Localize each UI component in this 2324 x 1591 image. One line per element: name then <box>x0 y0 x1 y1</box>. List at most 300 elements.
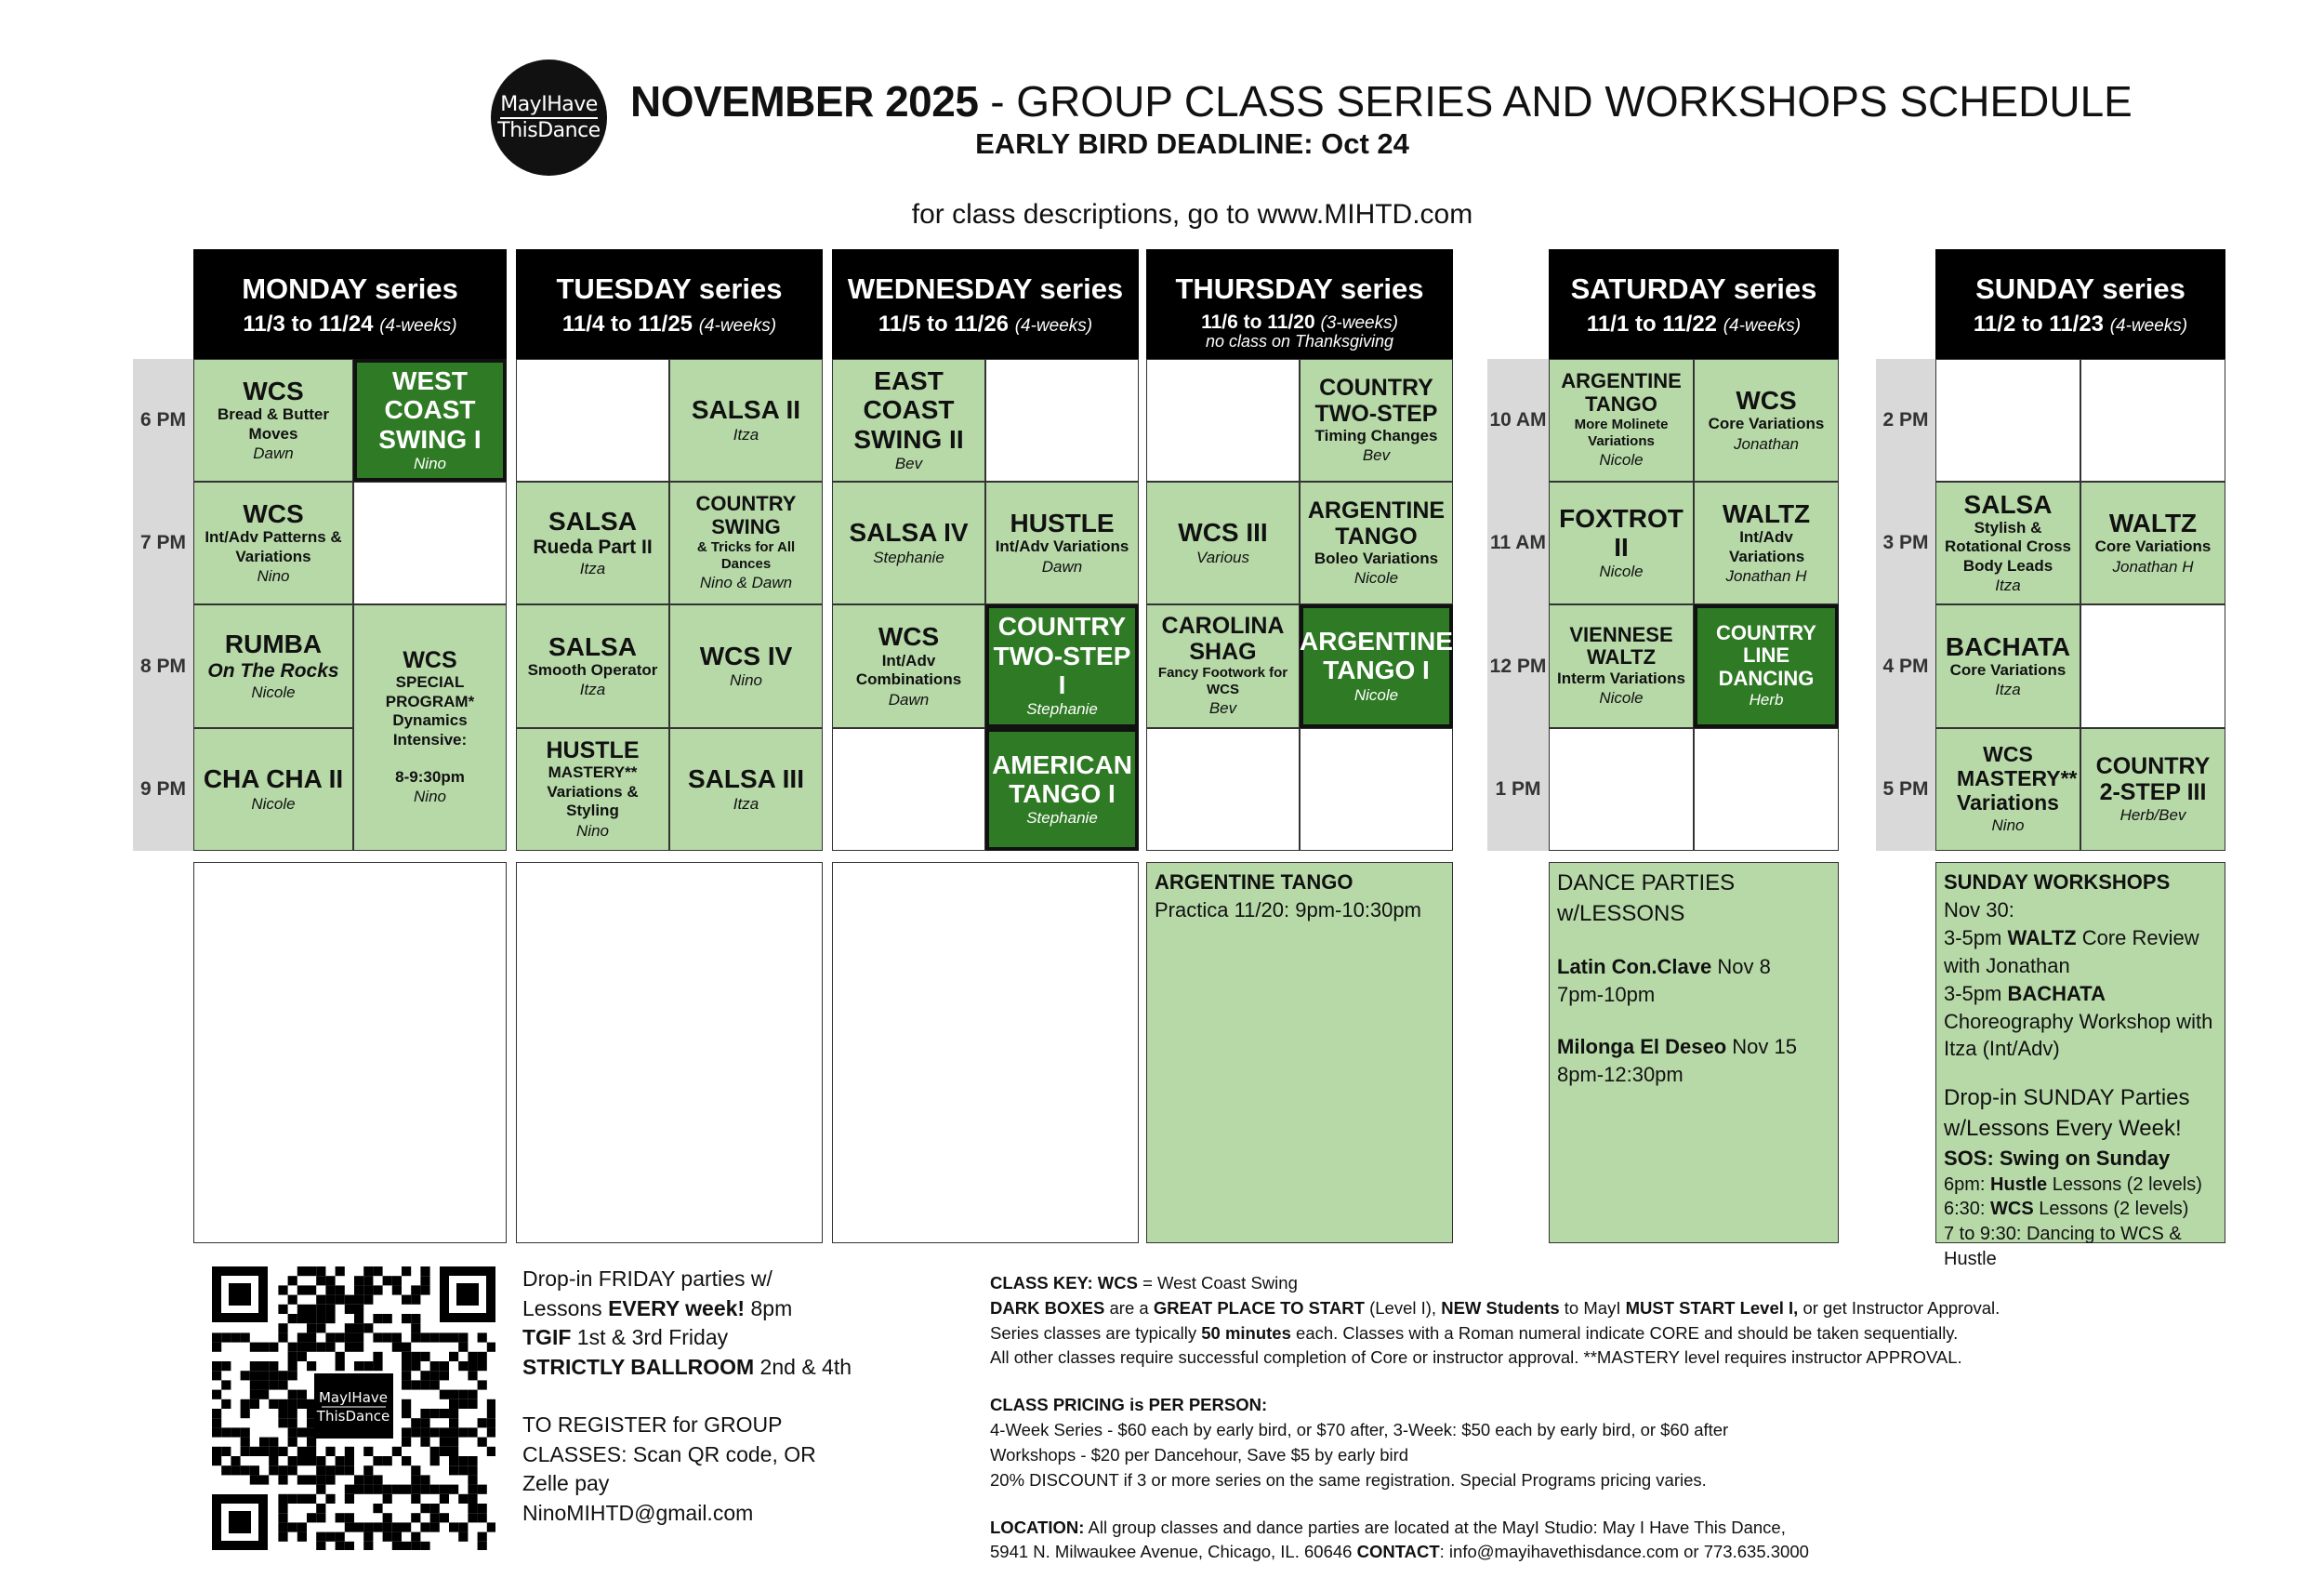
qr-module <box>420 1380 429 1389</box>
qr-module <box>241 1332 250 1342</box>
qr-module <box>297 1285 307 1294</box>
class-subtitle: SPECIAL PROGRAM* Dynamics Intensive: <box>385 673 475 749</box>
qr-module <box>221 1427 231 1437</box>
class-cell <box>832 359 985 482</box>
qr-module <box>278 1323 287 1332</box>
qr-module <box>316 1456 325 1465</box>
class-cell <box>832 604 985 728</box>
qr-module <box>297 1494 307 1504</box>
qr-module <box>440 1494 449 1504</box>
saturday-weeks: (4-weeks) <box>1723 316 1802 336</box>
class-instructor: Nicole <box>251 683 296 701</box>
qr-module <box>363 1465 373 1475</box>
time-label: 9 PM <box>133 728 193 851</box>
qr-module <box>231 1456 240 1465</box>
key-text: MUST START Level I, <box>1625 1297 1799 1318</box>
qr-module <box>363 1542 373 1550</box>
qr-module <box>269 1399 278 1409</box>
qr-module <box>373 1266 382 1276</box>
qr-module <box>345 1513 354 1522</box>
qr-module <box>307 1266 316 1276</box>
class-title: SALSA <box>548 631 637 661</box>
qr-module <box>449 1390 458 1399</box>
tuesday-notes-box <box>516 862 823 1243</box>
class-cell <box>1300 359 1453 482</box>
qr-module <box>420 1332 429 1342</box>
qr-module <box>373 1522 382 1531</box>
qr-module <box>278 1494 287 1504</box>
key-text: to MayI <box>1559 1297 1626 1318</box>
pricing-title: CLASS PRICING is PER PERSON: <box>990 1395 1268 1415</box>
class-instructor: Dawn <box>253 444 294 463</box>
qr-module <box>373 1504 382 1513</box>
strictly-ballroom-schedule: 2nd & 4th <box>754 1355 852 1380</box>
class-cell <box>1300 482 1453 604</box>
qr-module <box>430 1504 440 1513</box>
class-title: CAROLINA SHAG <box>1161 613 1285 666</box>
qr-module <box>278 1380 287 1389</box>
class-cell <box>193 359 353 482</box>
register-email[interactable]: NinoMIHTD@gmail.com <box>522 1501 754 1526</box>
qr-module <box>449 1399 458 1409</box>
friday-line-1: Drop-in FRIDAY parties w/ <box>522 1266 772 1291</box>
party-2-name: Milonga El Deseo <box>1557 1035 1727 1059</box>
qr-module <box>430 1456 440 1465</box>
key-text: NEW Students <box>1441 1297 1560 1318</box>
qr-module <box>307 1494 316 1504</box>
class-subtitle: Fancy Footwork for WCS <box>1157 665 1288 698</box>
registration-qr-code[interactable] <box>212 1266 495 1550</box>
qr-module <box>307 1475 316 1484</box>
class-title: AMERICAN TANGO I <box>992 749 1132 808</box>
qr-module <box>336 1295 345 1305</box>
qr-module <box>420 1352 429 1361</box>
contact-text[interactable]: : info@mayihavethisdance.com or 773.635.3000 <box>1439 1542 1809 1562</box>
class-subtitle: Core Variations <box>1949 660 2067 679</box>
time-label: 1 PM <box>1487 728 1549 851</box>
workshop-2-desc: Choreography Workshop with Itza (Int/Adv) <box>1944 1009 2213 1061</box>
qr-module <box>420 1266 429 1276</box>
qr-module <box>402 1456 411 1465</box>
qr-module <box>458 1361 468 1371</box>
friday-line-2c: 8pm <box>745 1295 793 1320</box>
qr-module <box>278 1332 287 1342</box>
empty-cell <box>832 728 985 851</box>
qr-module <box>297 1522 307 1531</box>
key-text: 50 minutes <box>1201 1322 1291 1343</box>
qr-module <box>307 1343 316 1352</box>
qr-logo-line-2: ThisDance <box>316 1408 390 1425</box>
qr-module <box>478 1542 487 1550</box>
party-2-time: 8pm-12:30pm <box>1557 1062 1684 1086</box>
qr-module <box>420 1427 429 1437</box>
class-title: WCS IV <box>699 641 793 670</box>
qr-module <box>250 1361 259 1371</box>
class-subtitle: Int/Adv Patterns & Variations <box>205 528 342 565</box>
qr-module <box>430 1447 440 1456</box>
class-title: COUNTRY 2-STEP III <box>2095 752 2211 805</box>
qr-module <box>449 1409 458 1418</box>
class-cell <box>1549 604 1694 728</box>
qr-module <box>373 1475 382 1484</box>
qr-module <box>373 1456 382 1465</box>
qr-module <box>411 1361 420 1371</box>
qr-module <box>297 1305 307 1314</box>
class-title: ARGENTINE TANGO <box>1561 369 1682 416</box>
qr-module <box>288 1438 297 1447</box>
workshop-1-desc: Core Review with Jonathan <box>1944 925 2199 977</box>
class-cell <box>1146 604 1300 728</box>
qr-module <box>458 1494 468 1504</box>
qr-module <box>212 1332 221 1342</box>
class-instructor: Itza <box>1995 681 2021 699</box>
qr-module <box>297 1475 307 1484</box>
qr-module <box>363 1323 373 1332</box>
qr-module <box>316 1532 325 1542</box>
qr-module <box>259 1361 269 1371</box>
qr-module <box>336 1465 345 1475</box>
qr-module <box>278 1522 287 1531</box>
saturday-parties-box <box>1549 862 1839 1243</box>
qr-module <box>297 1314 307 1323</box>
qr-module <box>392 1542 402 1550</box>
class-instructor: Dawn <box>1041 557 1083 576</box>
class-cell <box>193 728 353 851</box>
qr-module <box>478 1438 487 1447</box>
qr-module <box>363 1295 373 1305</box>
tuesday-range: 11/4 to 11/25 <box>561 312 693 337</box>
qr-module <box>278 1504 287 1513</box>
party-1-time: 7pm-10pm <box>1557 983 1656 1007</box>
qr-module <box>373 1314 382 1323</box>
title-month: NOVEMBER 2025 <box>630 77 979 126</box>
class-subtitle: Core Variations <box>2094 537 2212 556</box>
qr-module <box>316 1513 325 1522</box>
qr-module <box>307 1456 316 1465</box>
qr-module <box>430 1513 440 1522</box>
qr-module <box>420 1522 429 1531</box>
contact-label: CONTACT <box>1356 1542 1440 1562</box>
qr-module <box>468 1456 477 1465</box>
empty-cell <box>1935 359 2080 482</box>
class-cell-start-here <box>353 359 507 482</box>
qr-module <box>392 1343 402 1352</box>
class-instructor: Jonathan <box>1734 434 1799 453</box>
key-text: All other classes require successful completion of Core or instructor approval. **MASTERY level requires instructor APPROVAL. <box>990 1347 1962 1368</box>
qr-module <box>316 1276 325 1285</box>
workshop-2-name: BACHATA <box>2007 981 2106 1005</box>
qr-module <box>411 1532 420 1542</box>
sunday-header <box>1935 249 2225 359</box>
qr-logo-line-1: MayIHave <box>318 1389 389 1406</box>
qr-module <box>383 1314 392 1323</box>
qr-module <box>297 1390 307 1399</box>
class-cell <box>669 359 823 482</box>
qr-module <box>420 1485 429 1494</box>
qr-module <box>420 1276 429 1285</box>
lesson-1-time: 6pm: <box>1944 1173 1991 1195</box>
qr-module <box>411 1485 420 1494</box>
qr-code-graphic <box>212 1266 495 1550</box>
time-label: 4 PM <box>1876 604 1935 728</box>
qr-module <box>345 1494 354 1504</box>
class-title: HUSTLE <box>546 737 640 764</box>
class-subtitle: Int/Adv Combinations <box>855 651 962 689</box>
qr-module <box>411 1513 420 1522</box>
logo-line-1: MayIHave <box>500 93 598 119</box>
qr-module <box>278 1305 287 1314</box>
qr-module <box>345 1305 354 1314</box>
class-title: HUSTLE <box>1010 509 1115 538</box>
class-instructor: Itza <box>1995 577 2021 595</box>
monday-name: MONDAY series <box>242 272 458 305</box>
class-subtitle: More Molinete Variations <box>1574 416 1669 449</box>
class-title: SALSA <box>1963 489 2053 519</box>
qr-module <box>373 1352 382 1361</box>
practica-title: ARGENTINE TANGO <box>1155 870 1353 894</box>
qr-module <box>411 1323 420 1332</box>
qr-module <box>307 1285 316 1294</box>
class-title: WEST COAST SWING I <box>378 365 482 454</box>
qr-module <box>449 1522 458 1531</box>
page-title <box>630 76 2133 126</box>
class-title: COUNTRY TWO-STEP <box>1314 374 1438 427</box>
qr-module <box>420 1418 429 1427</box>
class-instructor: Bev <box>1208 699 1237 718</box>
qr-module <box>316 1323 325 1332</box>
friday-line-2b: EVERY week! <box>608 1295 746 1320</box>
qr-module <box>487 1343 495 1352</box>
class-subtitle: Smooth Operator <box>527 660 658 679</box>
qr-module <box>250 1371 259 1380</box>
pricing-line: 4-Week Series - $60 each by early bird, or $70 after, 3-Week: $50 each by early bird, or $60 after <box>990 1420 1729 1440</box>
qr-module <box>354 1475 363 1484</box>
qr-module <box>316 1465 325 1475</box>
class-instructor: Nicole <box>1599 450 1644 469</box>
qr-module <box>336 1513 345 1522</box>
qr-module <box>278 1371 287 1380</box>
saturday-header <box>1549 249 1839 359</box>
qr-module <box>478 1418 487 1427</box>
class-instructor: Nicole <box>1353 685 1399 704</box>
wednesday-notes-box <box>832 862 1139 1243</box>
class-title: COUNTRY TWO-STEP I <box>993 612 1131 700</box>
qr-module <box>440 1371 449 1380</box>
class-cell-start-here <box>985 728 1139 851</box>
monday-weeks: (4-weeks) <box>379 316 457 336</box>
qr-module <box>250 1343 259 1352</box>
monday-header <box>193 249 507 359</box>
qr-module <box>478 1513 487 1522</box>
qr-module <box>345 1323 354 1332</box>
qr-module <box>478 1380 487 1389</box>
qr-module <box>241 1399 250 1409</box>
qr-module <box>231 1465 240 1475</box>
qr-module <box>458 1456 468 1465</box>
lesson-1-desc: Lessons (2 levels) <box>2047 1173 2202 1195</box>
qr-module <box>278 1532 287 1542</box>
qr-module <box>354 1305 363 1314</box>
qr-module <box>411 1494 420 1504</box>
pricing-line: 20% DISCOUNT if 3 or more series on the same registration. Special Programs pricing varies. <box>990 1469 1707 1490</box>
qr-module <box>487 1399 495 1409</box>
qr-module <box>383 1456 392 1465</box>
qr-module <box>440 1485 449 1494</box>
qr-module <box>487 1409 495 1418</box>
qr-module <box>354 1314 363 1323</box>
qr-module <box>345 1465 354 1475</box>
qr-module <box>449 1352 458 1361</box>
class-subtitle: & Tricks for All Dances <box>696 538 796 572</box>
class-instructor: Stephanie <box>873 548 944 566</box>
qr-module <box>430 1371 440 1380</box>
qr-module <box>468 1475 477 1484</box>
qr-module <box>430 1332 440 1342</box>
qr-module <box>354 1361 363 1371</box>
dark-boxes-label: DARK BOXES <box>990 1297 1105 1318</box>
qr-module <box>420 1504 429 1513</box>
qr-module <box>316 1305 325 1314</box>
sunday-workshops-box <box>1935 862 2225 1269</box>
qr-module <box>269 1465 278 1475</box>
qr-module <box>354 1485 363 1494</box>
qr-module <box>373 1285 382 1294</box>
qr-module <box>402 1295 411 1305</box>
class-title: WCS <box>878 622 940 652</box>
qr-module <box>354 1276 363 1285</box>
qr-module <box>478 1532 487 1542</box>
qr-module <box>468 1485 477 1494</box>
time-label: 11 AM <box>1487 482 1549 604</box>
qr-module <box>430 1485 440 1494</box>
class-subtitle: Boleo Variations <box>1314 549 1439 567</box>
thursday-range: 11/6 to 11/20 <box>1201 312 1315 333</box>
qr-module <box>383 1494 392 1504</box>
qr-module <box>278 1418 287 1427</box>
qr-module <box>259 1390 269 1399</box>
empty-cell <box>2080 359 2225 482</box>
qr-module <box>345 1456 354 1465</box>
qr-module <box>420 1542 429 1550</box>
qr-module <box>325 1343 335 1352</box>
qr-module <box>468 1494 477 1504</box>
qr-module <box>269 1343 278 1352</box>
class-instructor: Nino <box>257 567 290 586</box>
qr-module <box>363 1532 373 1542</box>
qr-module <box>316 1314 325 1323</box>
qr-module <box>336 1532 345 1542</box>
qr-module <box>440 1513 449 1522</box>
qr-module <box>325 1475 335 1484</box>
qr-module <box>288 1427 297 1437</box>
qr-module <box>259 1343 269 1352</box>
address-text: 5941 N. Milwaukee Avenue, Chicago, IL. 60646 <box>990 1542 1357 1562</box>
class-instructor: Itza <box>579 681 606 699</box>
qr-module <box>221 1465 231 1475</box>
class-time: 8-9:30pm <box>395 768 465 787</box>
qr-module <box>336 1352 345 1361</box>
qr-module <box>458 1343 468 1352</box>
class-description-note: for class descriptions, go to www.MIHTD.com <box>911 199 1473 230</box>
qr-module <box>221 1380 231 1389</box>
empty-cell <box>2080 604 2225 728</box>
qr-module <box>420 1409 429 1418</box>
qr-module <box>402 1343 411 1352</box>
key-text: GREAT PLACE TO START <box>1153 1297 1365 1318</box>
qr-module <box>241 1409 250 1418</box>
qr-module <box>316 1295 325 1305</box>
class-key-label: CLASS KEY: WCS <box>990 1273 1138 1293</box>
qr-module <box>212 1427 221 1437</box>
qr-module <box>411 1285 420 1294</box>
qr-module <box>288 1399 297 1409</box>
qr-module <box>392 1447 402 1456</box>
qr-module <box>458 1390 468 1399</box>
time-label: 6 PM <box>133 359 193 482</box>
qr-module <box>430 1409 440 1418</box>
qr-module <box>278 1513 287 1522</box>
class-title: EAST COAST SWING II <box>853 365 964 454</box>
qr-module <box>345 1485 354 1494</box>
qr-module <box>468 1427 477 1437</box>
class-cell <box>1549 359 1694 482</box>
class-title: RUMBA <box>224 630 323 659</box>
saturday-range: 11/1 to 11/22 <box>1586 312 1718 337</box>
qr-module <box>278 1447 287 1456</box>
class-cell <box>1549 482 1694 604</box>
qr-module <box>288 1418 297 1427</box>
lesson-1-name: Hustle <box>1990 1173 2048 1195</box>
qr-module <box>468 1361 477 1371</box>
workshop-1-time: 3-5pm <box>1944 925 2008 949</box>
qr-module <box>316 1485 325 1494</box>
class-cell <box>669 482 823 604</box>
class-key-section <box>990 1271 2000 1565</box>
workshops-title: SUNDAY WORKSHOPS <box>1944 870 2171 894</box>
qr-module <box>325 1276 335 1285</box>
qr-module <box>212 1390 221 1399</box>
sunday-dropin: Drop-in SUNDAY Parties w/Lessons Every Week! <box>1944 1085 2190 1141</box>
qr-module <box>336 1266 345 1276</box>
qr-module <box>487 1522 495 1531</box>
thursday-weeks: (3-weeks) <box>1320 313 1398 333</box>
qr-module <box>288 1371 297 1380</box>
qr-module <box>288 1456 297 1465</box>
qr-module <box>325 1285 335 1294</box>
qr-module <box>411 1314 420 1323</box>
qr-module <box>288 1465 297 1475</box>
class-instructor: Jonathan H <box>1725 567 1807 586</box>
class-title: SALSA IV <box>849 518 969 548</box>
register-line-1: TO REGISTER for GROUP <box>522 1412 783 1437</box>
class-cell <box>1146 482 1300 604</box>
class-cell <box>193 604 353 728</box>
qr-module <box>468 1513 477 1522</box>
qr-module <box>278 1285 287 1294</box>
qr-module <box>307 1361 316 1371</box>
qr-module <box>297 1352 307 1361</box>
qr-module <box>402 1361 411 1371</box>
qr-module <box>212 1447 221 1456</box>
qr-module <box>297 1447 307 1456</box>
qr-module <box>402 1314 411 1323</box>
empty-cell <box>353 482 507 604</box>
qr-module <box>478 1332 487 1342</box>
qr-module <box>212 1361 221 1371</box>
lesson-2-time: 6:30: <box>1944 1199 1991 1220</box>
qr-module <box>487 1427 495 1437</box>
qr-module <box>325 1494 335 1504</box>
